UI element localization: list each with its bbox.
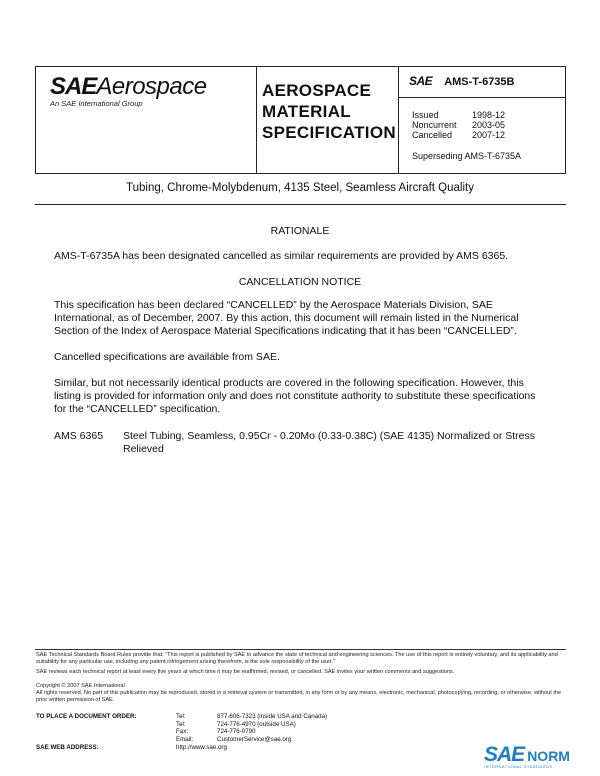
order-label: TO PLACE A DOCUMENT ORDER:: [36, 713, 137, 720]
header-divider-right: [398, 67, 399, 173]
superseding-note: Superseding AMS-T-6735A: [412, 151, 522, 161]
logo-group-text: An SAE International Group: [50, 99, 143, 108]
rationale-heading: RATIONALE: [270, 225, 330, 237]
footer-copyright: Copyright © 2007 SAE International: [36, 683, 125, 689]
document-type: [262, 80, 396, 143]
document-tag: [409, 74, 514, 88]
contact-label: Tel:: [176, 720, 186, 728]
watermark-sub-text: INTERNATIONAL STANDARDS: [484, 764, 553, 769]
web-address-label: SAE WEB ADDRESS:: [36, 744, 99, 751]
footer-divider: [35, 649, 566, 650]
header-tag-divider: [398, 97, 566, 98]
sae-aerospace-logo: [50, 73, 207, 108]
logo-aerospace-text: Aerospace: [96, 73, 207, 100]
reference-spec-id: AMS 6365: [54, 430, 104, 442]
reference-spec-description: Steel Tubing, Seamless, 0.95Cr - 0.20Mo (0.33-0.38C) (SAE 4135) Normalized or Stress Relieved: [123, 430, 536, 455]
footer-rights-text: All rights reserved. No part of this publication may be reproduced, stored in a retrieval system or transmitted, in any form or by any means, electronic, mechanical, photocopying, recording, or otherwise, without the prior written permission of SAE.: [36, 690, 562, 703]
document-type-line: AEROSPACE: [262, 81, 372, 100]
date-label: Noncurrent: [412, 120, 457, 130]
header-divider-left: [256, 67, 257, 173]
watermark-norm-text: NORM: [527, 748, 570, 764]
cancellation-heading: CANCELLATION NOTICE: [238, 276, 362, 288]
similar-products-paragraph: Similar, but not necessarily identical products are covered in the following specification. However, this listing is provided for information only and does not constitute authority to substitute these specifications for the “CANCELLED” specification.: [54, 377, 536, 415]
availability-paragraph: Cancelled specifications are available from SAE.: [54, 351, 280, 363]
date-row: [412, 110, 505, 120]
date-label: Issued: [412, 110, 439, 120]
date-table: [412, 110, 505, 140]
rationale-text: AMS-T-6735A has been designated cancelled as similar requirements are provided by AMS 6365.: [54, 250, 509, 262]
web-address-link[interactable]: http://www.sae.org: [176, 744, 227, 751]
logo-sae-text: SAE: [50, 73, 97, 100]
cancellation-paragraph: This specification has been declared “CANCELLED” by the Aerospace Materials Division, SAE International, as of December, 2007. By this action, this document will remain listed in the Numerical Section of the Index of Aerospace Material Specifications indicating that it has been “CANCELLED”.: [54, 299, 519, 337]
date-value: 1998-12: [472, 110, 506, 120]
date-row: [412, 120, 505, 130]
document-number: AMS-T-6735B: [444, 76, 515, 88]
subject-divider: [35, 204, 566, 205]
contact-label: Email:: [176, 735, 194, 743]
document-subject: Tubing, Chrome-Molybdenum, 4135 Steel, Seamless Aircraft Quality: [126, 182, 474, 194]
contact-values: [217, 713, 417, 743]
date-value: 2003-05: [472, 120, 506, 130]
contact-label: Fax:: [176, 728, 189, 736]
watermark-sae-text: SAE: [484, 743, 525, 766]
date-value: 2007-12: [472, 130, 506, 140]
sae-mark-icon: SAE: [409, 74, 433, 88]
document-type-line: SPECIFICATION: [262, 123, 396, 142]
footer-review-text: SAE reviews each technical report at least every five years at which time it may be reaffirmed, revised, or cancelled. SAE invites your written comments and suggestions.: [36, 669, 455, 675]
contact-value: 877-606-7323 (inside USA and Canada): [217, 713, 328, 720]
contact-label: Tel:: [176, 713, 186, 720]
document-type-line: MATERIAL: [262, 102, 351, 121]
sae-norm-watermark-logo: [484, 743, 570, 769]
footer-rules-text: SAE Technical Standards Board Rules provide that: “This report is published by SAE to advance the state of technical and engineering sciences. The use of this report is entirely voluntary, and its applicability and suitability for any particular use, including any patent infringement arising therefrom, is the sole responsibility of the user.”: [36, 652, 558, 665]
contact-value: 724-776-0790: [217, 728, 256, 736]
contact-value: 724-776-4970 (outside USA): [217, 720, 296, 728]
date-label: Cancelled: [412, 130, 453, 140]
date-row: [412, 130, 505, 140]
contact-email-link[interactable]: CustomerService@sae.org: [217, 735, 292, 743]
